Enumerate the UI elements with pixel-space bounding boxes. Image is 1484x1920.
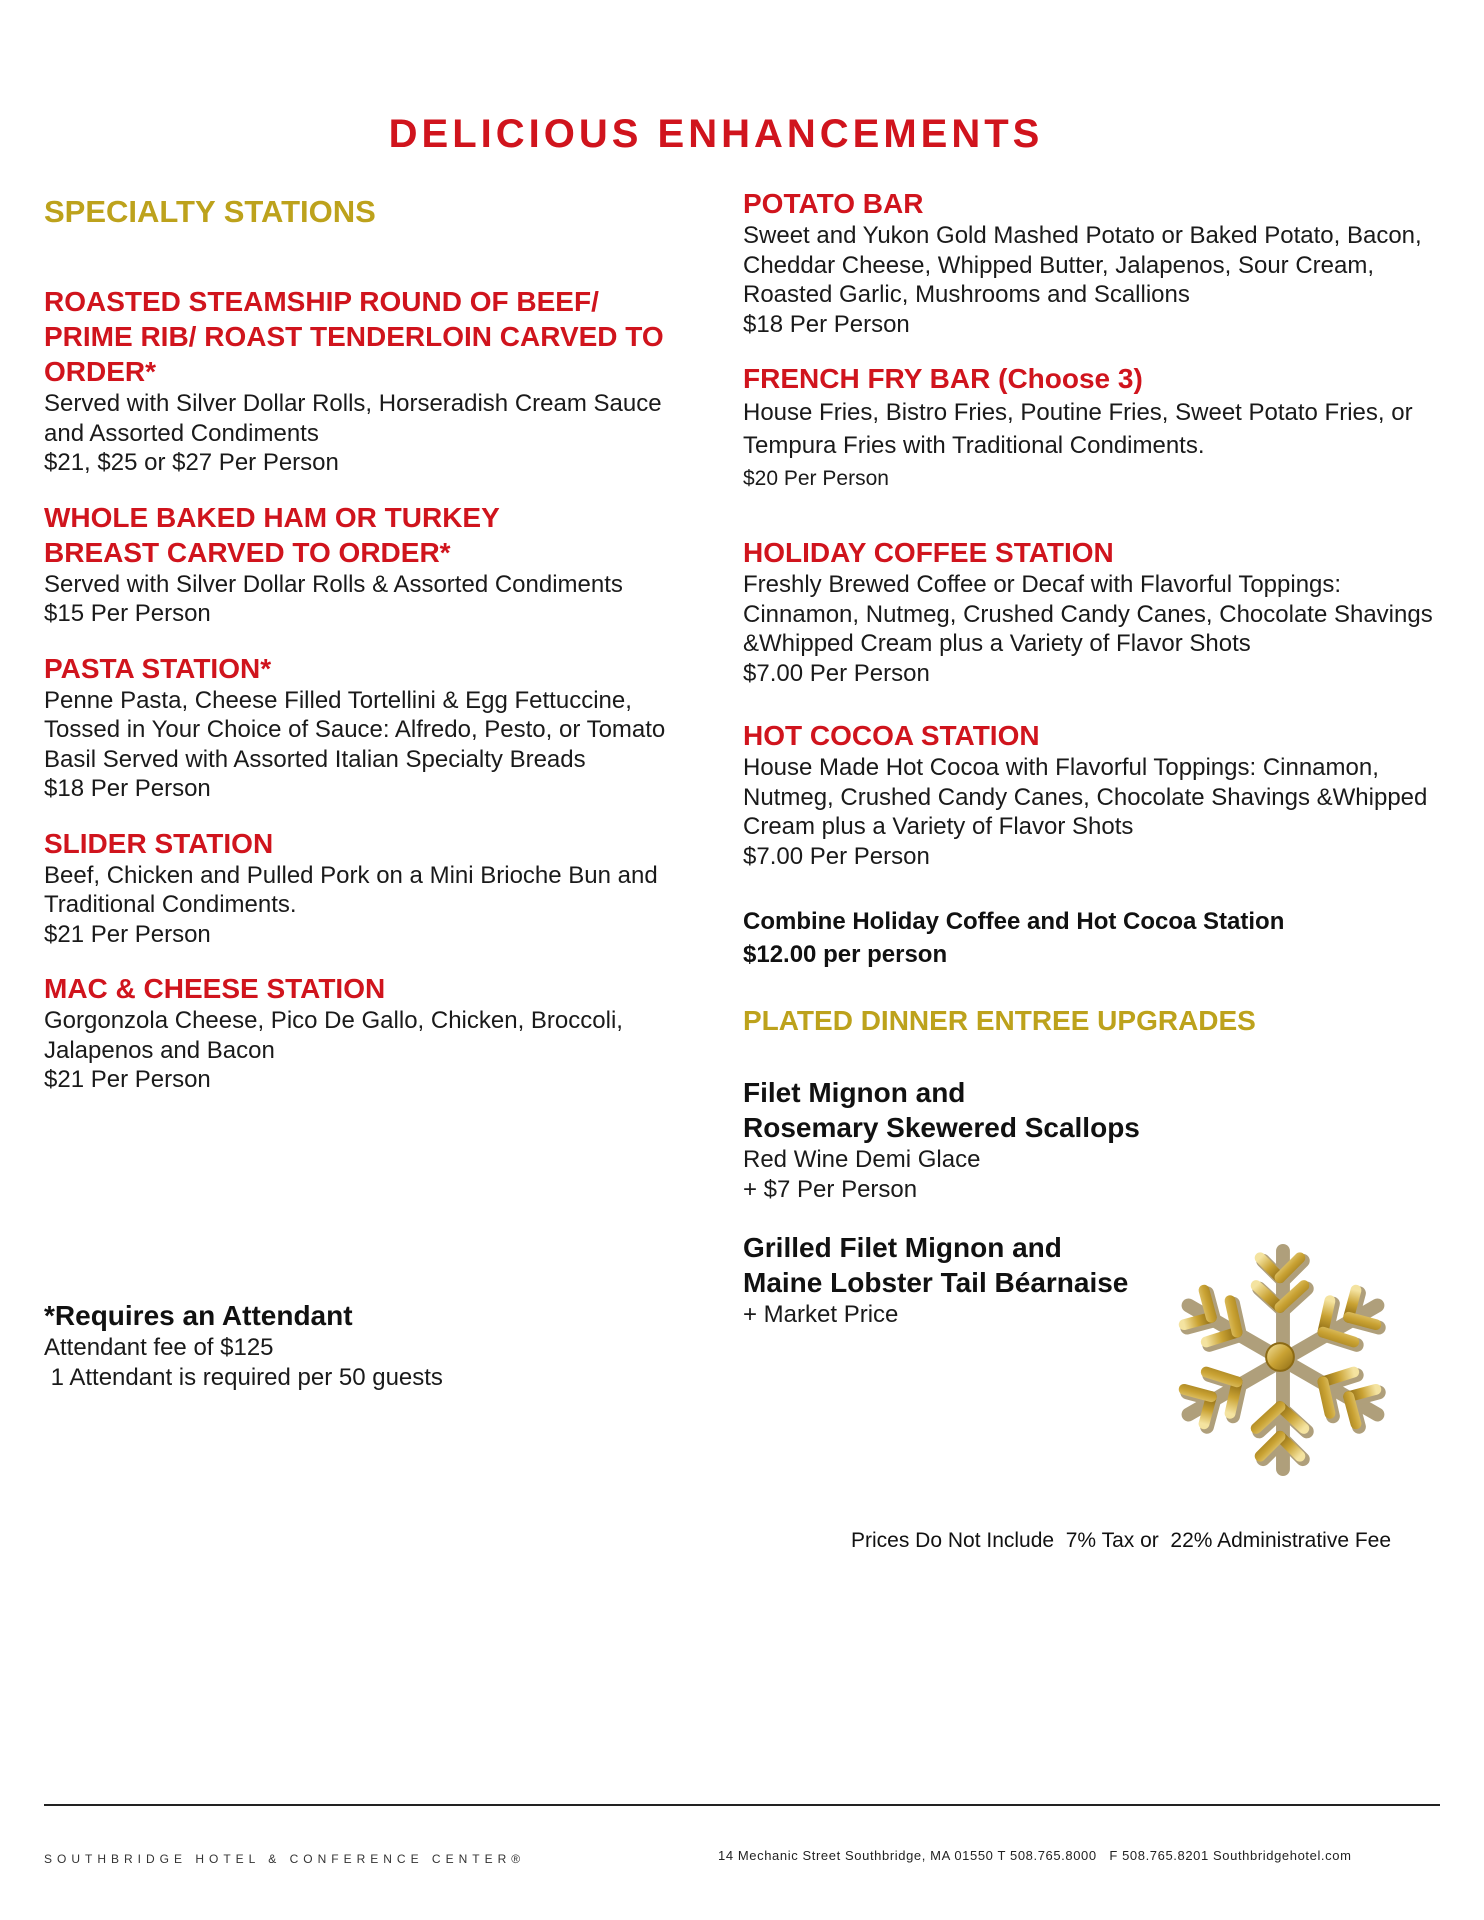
station-slider — [44, 826, 704, 950]
station-description: House Made Hot Cocoa with Flavorful Toppings: Cinnamon, Nutmeg, Crushed Candy Canes, Chocolate Shavings &Whipped Cream plus a Variety of Flavor Shots — [743, 754, 1428, 840]
station-mac-cheese — [44, 971, 704, 1095]
right-column — [743, 186, 1463, 1352]
upgrade-price: + Market Price — [743, 1301, 899, 1328]
upgrades-heading: PLATED DINNER ENTREE UPGRADES — [743, 1005, 1256, 1036]
attendant-title: *Requires an Attendant — [44, 1300, 353, 1331]
upgrade-title: Grilled Filet Mignon and — [743, 1232, 1062, 1263]
combine-line: Combine Holiday Coffee and Hot Cocoa Station — [743, 908, 1285, 935]
upgrade-price: + $7 Per Person — [743, 1175, 918, 1203]
station-description: Served with Silver Dollar Rolls & Assorted Condiments — [44, 570, 623, 598]
combine-price: $12.00 per person — [743, 941, 948, 968]
station-price: $7.00 Per Person — [743, 842, 930, 870]
upgrade-title: Maine Lobster Tail Béarnaise — [743, 1267, 1129, 1298]
upgrade-title: Filet Mignon and — [743, 1077, 966, 1108]
station-description: Served with Silver Dollar Rolls, Horseradish Cream Sauce and Assorted Condiments — [44, 390, 662, 447]
station-carving-beef — [44, 284, 704, 478]
attendant-fee: Attendant fee of $125 — [44, 1334, 274, 1361]
upgrade-detail: Red Wine Demi Glace — [743, 1146, 981, 1173]
station-description: Sweet and Yukon Gold Mashed Potato or Baked Potato, Bacon, Cheddar Cheese, Whipped Butter, Jalapenos, Sour Cream, Roasted Garlic, Mushrooms and Scallions — [743, 222, 1422, 308]
snowflake-icon — [1160, 1238, 1400, 1476]
station-price: $20 Per Person — [743, 467, 889, 490]
page-title: DELICIOUS ENHANCEMENTS — [388, 112, 1044, 156]
station-title: ROASTED STEAMSHIP ROUND OF BEEF/ PRIME RIB/ ROAST TENDERLOIN CARVED TO ORDER* — [44, 286, 664, 387]
station-price: $7.00 Per Person — [743, 659, 930, 687]
station-price: $15 Per Person — [44, 600, 211, 627]
station-description: Penne Pasta, Cheese Filled Tortellini & Egg Fettuccine, Tossed in Your Choice of Sauce: Alfredo, Pesto, or Tomato Basil Served with Assorted Italian Specialty Breads — [44, 686, 666, 773]
station-description: Beef, Chicken and Pulled Pork on a Mini Brioche Bun and Traditional Condiments. — [44, 861, 658, 918]
upgrade-item — [743, 1075, 1463, 1204]
station-title: WHOLE BAKED HAM OR TURKEY BREAST CARVED TO ORDER* — [44, 501, 500, 568]
station-holiday-coffee — [743, 535, 1463, 688]
station-title: FRENCH FRY BAR (Choose 3) — [743, 363, 1143, 394]
station-title: HOLIDAY COFFEE STATION — [743, 537, 1114, 568]
station-french-fry-bar — [743, 361, 1463, 495]
attendant-note — [44, 1298, 644, 1392]
station-pasta — [44, 651, 704, 804]
upgrade-title: Rosemary Skewered Scallops — [743, 1112, 1140, 1143]
station-price: $21 Per Person — [44, 1066, 211, 1093]
station-price: $18 Per Person — [44, 775, 211, 802]
footer-organization: SOUTHBRIDGE HOTEL & CONFERENCE CENTER® — [44, 1852, 526, 1866]
station-hot-cocoa — [743, 718, 1463, 871]
station-price: $18 Per Person — [743, 310, 910, 338]
attendant-rule: 1 Attendant is required per 50 guests — [44, 1363, 443, 1391]
station-title: POTATO BAR — [743, 188, 924, 219]
station-title: SLIDER STATION — [44, 827, 274, 859]
station-price: $21 Per Person — [44, 920, 211, 948]
station-description: House Fries, Bistro Fries, Poutine Fries, Sweet Potato Fries, or Tempura Fries with Traditional Condiments. — [743, 399, 1413, 459]
footer-address: 14 Mechanic Street Southbridge, MA 01550 T 508.765.8000 F 508.765.8201 Southbridgehotel.com — [718, 1848, 1352, 1863]
footer-divider — [44, 1804, 1440, 1806]
station-potato-bar — [743, 186, 1463, 339]
station-description: Freshly Brewed Coffee or Decaf with Flavorful Toppings: Cinnamon, Nutmeg, Crushed Candy Canes, Chocolate Shavings &Whipped Cream plus a Variety of Flavor Shots — [743, 571, 1433, 657]
station-title: HOT COCOA STATION — [743, 720, 1040, 751]
station-carving-ham — [44, 500, 704, 629]
specialty-stations-heading: SPECIALTY STATIONS — [44, 194, 376, 229]
station-title: PASTA STATION* — [44, 652, 272, 684]
tax-note: Prices Do Not Include 7% Tax or 22% Administrative Fee — [851, 1529, 1392, 1552]
station-title: MAC & CHEESE STATION — [44, 973, 386, 1004]
station-description: Gorgonzola Cheese, Pico De Gallo, Chicken, Broccoli, Jalapenos and Bacon — [44, 1007, 623, 1064]
combine-offer — [743, 905, 1463, 971]
station-price: $21, $25 or $27 Per Person — [44, 449, 339, 476]
left-column — [44, 192, 704, 1117]
